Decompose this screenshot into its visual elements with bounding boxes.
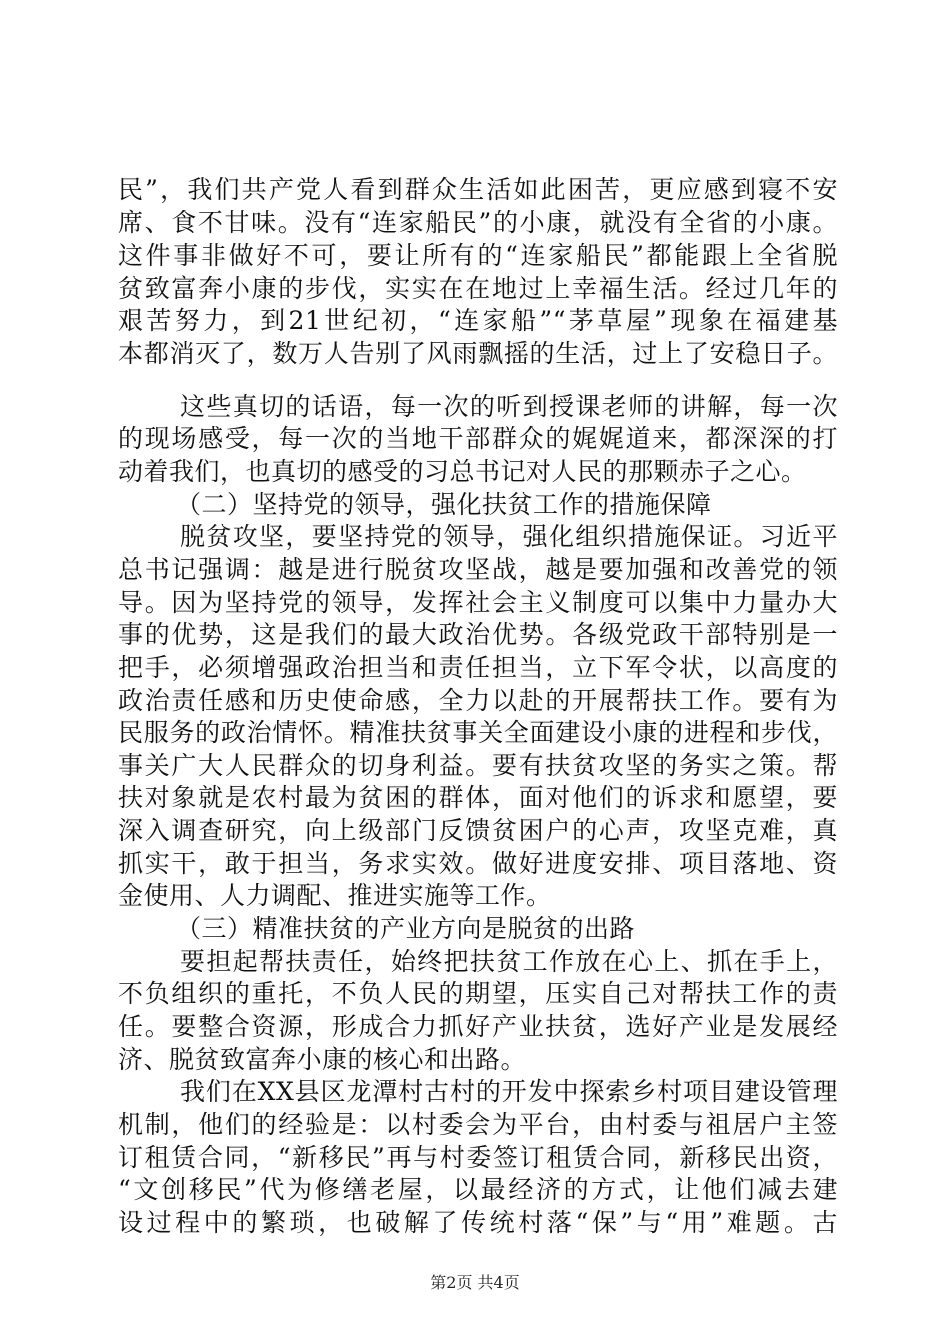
text-line: 这些真切的话语，每一次的听到授课老师的讲解，每一次 — [180, 392, 838, 421]
text-line: 脱贫攻坚，要坚持党的领导，强化组织措施保证。习近平 — [180, 522, 838, 551]
text-line: 民服务的政治情怀。精准扶贫事关全面建设小康的进程和步伐， — [118, 718, 838, 747]
text-line: 导。因为坚持党的领导，发挥社会主义制度可以集中力量办大 — [118, 588, 838, 617]
text-line: 机制，他们的经验是：以村委会为平台，由村委与祖居户主签 — [118, 1110, 838, 1139]
text-line: 要担起帮扶责任，始终把扶贫工作放在心上、抓在手上， — [180, 947, 838, 976]
text-line: 总书记强调：越是进行脱贫攻坚战，越是要加强和改善党的领 — [118, 555, 838, 584]
text-line: 济、脱贫致富奔小康的核心和出路。 — [118, 1045, 527, 1074]
text-line: 我们在XX县区龙潭村古村的开发中探索乡村项目建设管理 — [180, 1077, 838, 1106]
text-line: 事的优势，这是我们的最大政治优势。各级党政干部特别是一 — [118, 620, 838, 649]
text-line: 席、食不甘味。没有“连家船民”的小康，就没有全省的小康。 — [118, 208, 838, 237]
text-line: 不负组织的重托，不负人民的期望，压实自己对帮扶工作的责 — [118, 979, 838, 1008]
text-line: 订租赁合同，“新移民”再与村委签订租赁合同，新移民出资， — [118, 1143, 838, 1172]
text-line: 艰苦努力，到21世纪初，“连家船”“茅草屋”现象在福建基 — [118, 306, 838, 335]
text-line: 把手，必须增强政治担当和责任担当，立下军令状，以高度的 — [118, 653, 838, 682]
text-line: 扶对象就是农村最为贫困的群体，面对他们的诉求和愿望，要 — [118, 783, 838, 812]
text-line: “文创移民”代为修缮老屋，以最经济的方式，让他们减去建 — [118, 1175, 838, 1204]
text-line: 设过程中的繁琐，也破解了传统村落“保”与“用”难题。古 — [118, 1208, 838, 1237]
text-line: 深入调查研究，向上级部门反馈贫困户的心声，攻坚克难，真 — [118, 816, 838, 845]
text-line: 事关广大人民群众的切身利益。要有扶贫攻坚的务实之策。帮 — [118, 751, 838, 780]
text-line: 本都消灭了，数万人告别了风雨飘摇的生活，过上了安稳日子。 — [118, 339, 838, 368]
section-heading: （二）坚持党的领导，强化扶贫工作的措施保障 — [176, 490, 712, 519]
text-line: 金使用、人力调配、推进实施等工作。 — [118, 881, 552, 910]
text-line: 政治责任感和历史使命感，全力以赴的开展帮扶工作。要有为 — [118, 686, 838, 715]
text-line: 贫致富奔小康的步伐，实实在在地过上幸福生活。经过几年的 — [118, 274, 838, 303]
text-line: 这件事非做好不可，要让所有的“连家船民”都能跟上全省脱 — [118, 241, 838, 270]
page-footer: 第2页 共4页 — [430, 1273, 520, 1292]
text-line: 的现场感受，每一次的当地干部群众的娓娓道来，都深深的打 — [118, 424, 838, 453]
text-line: 动着我们，也真切的感受的习总书记对人民的那颗赤子之心。 — [118, 457, 807, 486]
text-line: 抓实干，敢于担当，务求实效。做好进度安排、项目落地、资 — [118, 849, 838, 878]
section-heading: （三）精准扶贫的产业方向是脱贫的出路 — [176, 914, 636, 943]
text-line: 任。要整合资源，形成合力抓好产业扶贫，选好产业是发展经 — [118, 1012, 838, 1041]
text-line: 民”，我们共产党人看到群众生活如此困苦，更应感到寝不安 — [118, 175, 838, 204]
